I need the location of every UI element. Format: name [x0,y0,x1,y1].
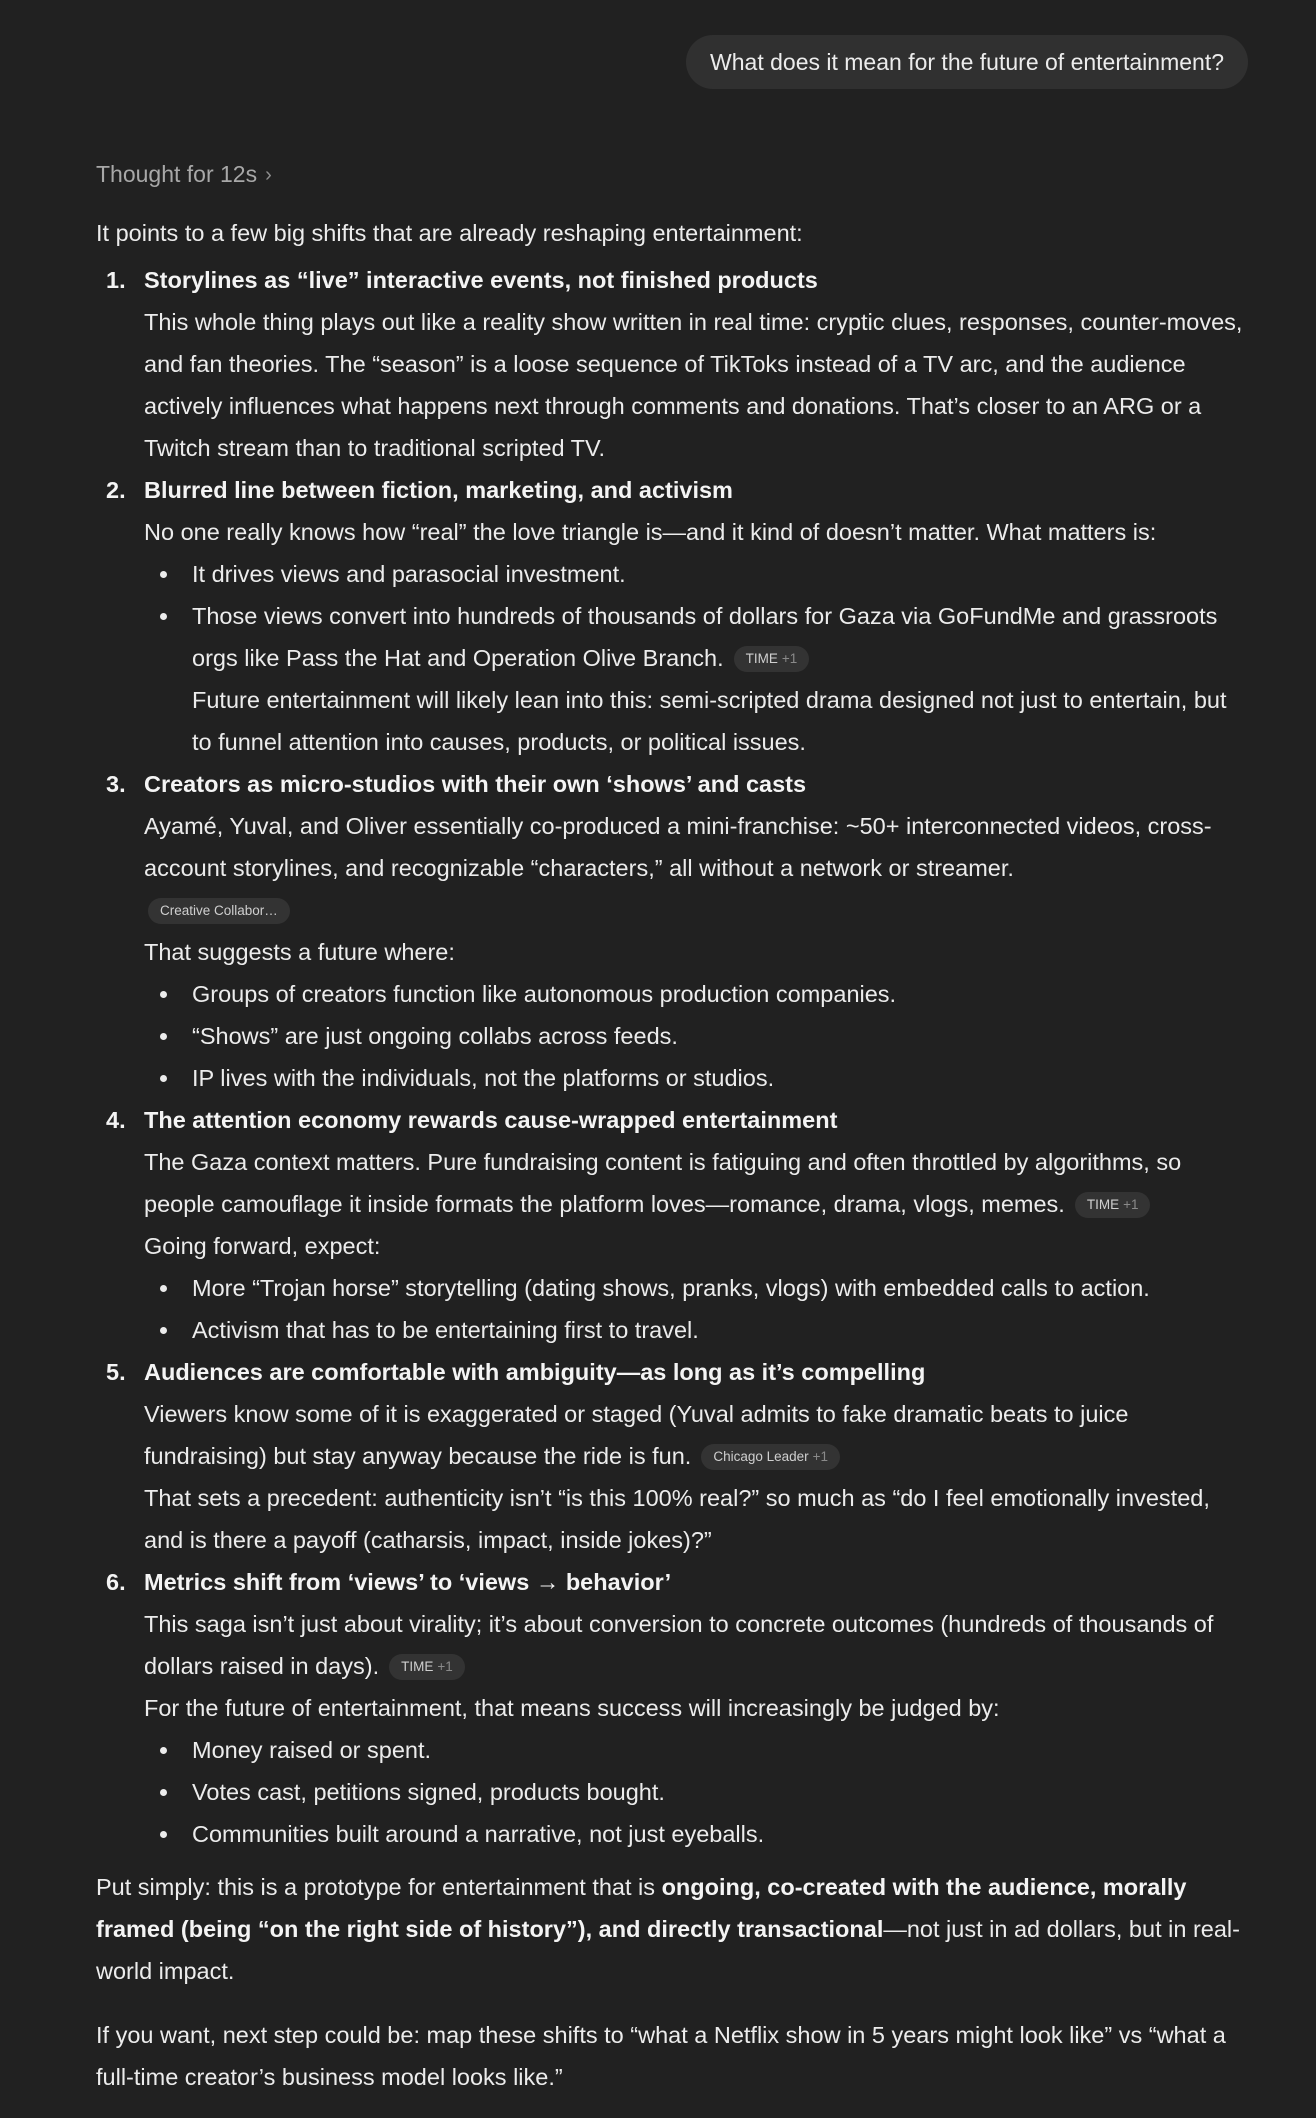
bullet-item: It drives views and parasocial investment. [144,553,1248,595]
item-followup: For the future of entertainment, that means success will increasingly be judged by: [144,1695,1000,1721]
item-number: 5. [106,1359,126,1385]
bullet-list [144,1267,1248,1351]
item-body: Ayamé, Yuval, and Oliver essentially co-produced a mini-franchise: ~50+ interconnected videos, cross-account storylines, and recognizable “characters,” all without a network or streamer. [144,813,1212,881]
bullet-item: Communities built around a narrative, not just eyeballs. [144,1813,1248,1855]
item-number: 1. [106,267,126,293]
source-chip-time[interactable]: TIME +1 [389,1654,465,1680]
list-item [96,259,1248,469]
source-chip-chicago-leader[interactable]: Chicago Leader +1 [701,1444,840,1470]
item-title: Storylines as “live” interactive events, not finished products [144,267,818,293]
shifts-list [96,259,1248,1855]
bullet-item: Money raised or spent. [144,1729,1248,1771]
item-body: No one really knows how “real” the love triangle is—and it kind of doesn’t matter. What matters is: [144,519,1157,545]
user-message-bubble: What does it mean for the future of entertainment? [686,35,1248,89]
item-followup: That suggests a future where: [144,939,455,965]
list-item [96,1351,1248,1561]
bullet-list [144,1729,1248,1855]
source-chip-time[interactable]: TIME +1 [734,646,810,672]
item-title: The attention economy rewards cause-wrapped entertainment [144,1107,838,1133]
bullet-item: IP lives with the individuals, not the platforms or studios. [144,1057,1248,1099]
item-body: This whole thing plays out like a reality show written in real time: cryptic clues, responses, counter-moves, and fan theories. The “season” is a loose sequence of TikToks instead of a TV arc, and the audience actively influences what happens next through comments and donations. That’s closer to an ARG or a Twitch stream than to traditional scripted TV. [144,309,1243,461]
item-title: Metrics shift from ‘views’ to ‘views → behavior’ [144,1569,672,1595]
item-number: 2. [106,477,126,503]
list-item [96,469,1248,763]
bullet-item: Those views convert into hundreds of thousands of dollars for Gaza via GoFundMe and grassroots orgs like Pass the Hat and Operation Olive Branch. TIME +1 Future entertainment will likely lean into this: semi-scripted drama designed not just to entertain, but to funnel attention into causes, products, or political issues. [144,595,1248,763]
item-title: Blurred line between fiction, marketing, and activism [144,477,733,503]
list-item [96,1099,1248,1351]
item-number: 3. [106,771,126,797]
bullet-list [144,973,1248,1099]
bullet-item: Groups of creators function like autonomous production companies. [144,973,1248,1015]
bullet-item: “Shows” are just ongoing collabs across feeds. [144,1015,1248,1057]
list-item [96,1561,1248,1855]
list-item [96,763,1248,1099]
item-title: Creators as micro-studios with their own ‘shows’ and casts [144,771,807,797]
item-followup: Going forward, expect: [144,1233,381,1259]
thought-toggle[interactable] [96,156,272,193]
bullet-item: More “Trojan horse” storytelling (dating shows, pranks, vlogs) with embedded calls to action. [144,1267,1248,1309]
item-body-with-chip: Viewers know some of it is exaggerated or staged (Yuval admits to fake dramatic beats to juice fundraising) but stay anyway because the ride is fun. Chicago Leader +1 [144,1401,1129,1469]
bullet-item: Activism that has to be entertaining first to travel. [144,1309,1248,1351]
item-body-with-chip: This saga isn’t just about virality; it’s about conversion to concrete outcomes (hundreds of thousands of dollars raised in days). TIME +1 [144,1611,1214,1679]
item-followup: That sets a precedent: authenticity isn’t “is this 100% real?” so much as “do I feel emotionally invested, and is there a payoff (catharsis, impact, inside jokes)?” [144,1485,1210,1553]
intro-text: It points to a few big shifts that are already reshaping entertainment: [96,220,803,246]
source-chip-time[interactable]: TIME +1 [1075,1192,1151,1218]
bullet-list [144,553,1248,763]
item-number: 4. [106,1107,126,1133]
item-body-with-chip: The Gaza context matters. Pure fundraising content is fatiguing and often throttled by algorithms, so people camouflage it inside formats the platform loves—romance, drama, vlogs, memes. TIME +1 [144,1149,1182,1217]
item-followup: Future entertainment will likely lean into this: semi-scripted drama designed not just to entertain, but to funnel attention into causes, products, or political issues. [192,687,1227,755]
source-chip-creative-collab[interactable]: Creative Collabor… [148,898,290,924]
thought-label: Thought for 12s [96,161,258,187]
bullet-item: Votes cast, petitions signed, products bought. [144,1771,1248,1813]
chevron-right-icon: › [265,164,272,186]
assistant-response [96,212,1248,2098]
summary-paragraph: Put simply: this is a prototype for entertainment that is ongoing, co-created with the audience, morally framed (being “on the right side of history”), and directly transactional—not just in ad dollars, but in real-world impact. [96,1874,1240,1984]
item-number: 6. [106,1569,126,1595]
item-title: Audiences are comfortable with ambiguity—as long as it’s compelling [144,1359,926,1385]
next-step-paragraph: If you want, next step could be: map these shifts to “what a Netflix show in 5 years might look like” vs “what a full-time creator’s business model looks like.” [96,2022,1226,2090]
